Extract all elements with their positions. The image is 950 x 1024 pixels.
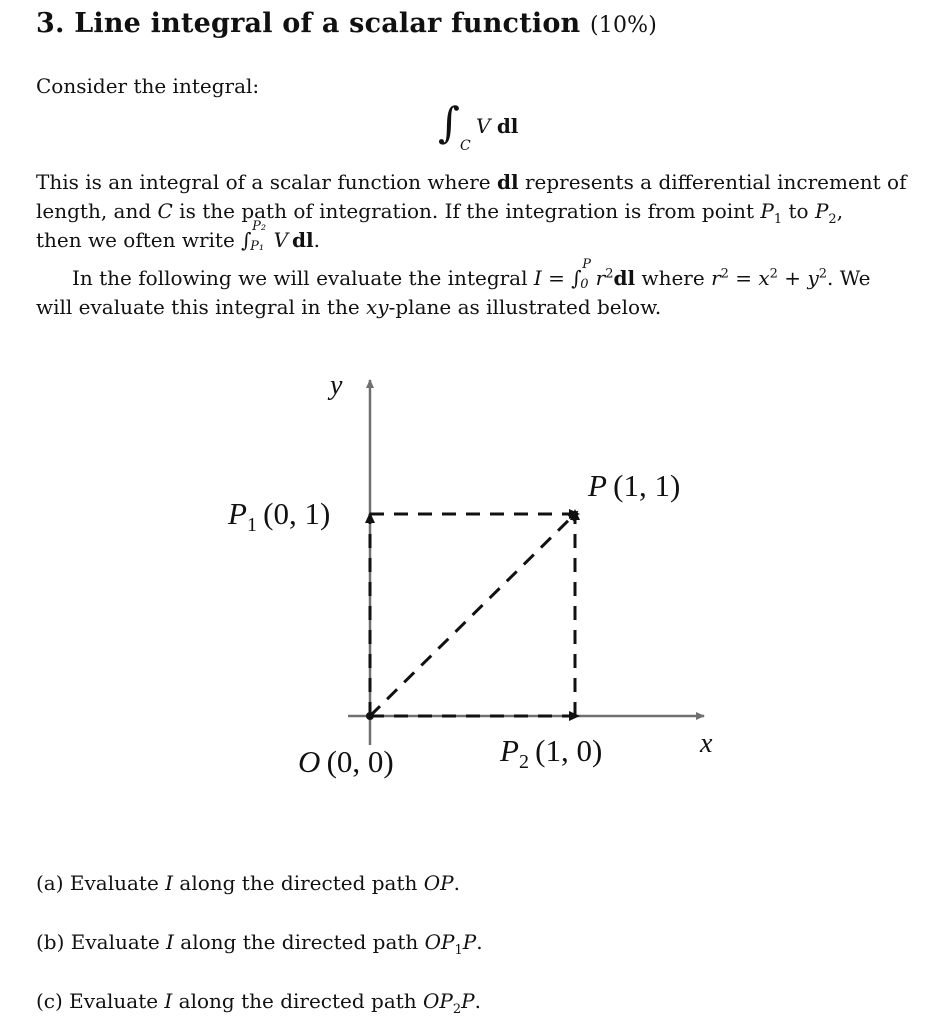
x-axis-label: x (700, 728, 713, 759)
problem-title: Line integral of a scalar function (74, 8, 581, 39)
problem-number: 3. (36, 8, 65, 39)
question-b: (b) Evaluate I along the directed path $OP_1P$. (36, 930, 483, 958)
integral-sign: ∫ (438, 98, 460, 147)
paragraph1-line3: then we often write ∫ P₂ P₁ V dl. (36, 219, 320, 254)
question-a: (a) Evaluate I along the directed path OP. (36, 871, 460, 895)
origin-point (366, 712, 374, 720)
integral-subscript: C (460, 138, 471, 154)
paragraph2-line2: will evaluate this integral in the xy-plane as illustrated below. (36, 295, 662, 319)
question-c: (c) Evaluate I along the directed path $OP_2P$. (36, 989, 481, 1017)
paragraph2-line1: In the following we will evaluate the integral I = ∫ P 0 $r^2dl$ where $r^2 = x^2 + y^2$. We (72, 257, 871, 292)
paragraph1-line2: length, and C is the path of integration. If the integration is from point $P_1$ to $P_2$, (36, 199, 844, 227)
point-P2-label: $P_2$ (1, 0) (500, 733, 603, 774)
paragraph1-line1: This is an integral of a scalar function where dl represents a differential increment of (36, 170, 907, 194)
point-P1-label: $P_1$ (0, 1) (228, 496, 331, 537)
point-O-label: O (0, 0) (298, 744, 394, 779)
point-P-label: P (1, 1) (588, 468, 681, 503)
problem-weight: (10%) (589, 13, 658, 38)
y-axis-label: y (330, 370, 343, 401)
path-O-P (370, 512, 577, 716)
integral-body: V dl (476, 114, 519, 138)
intro-text: Consider the integral: (36, 74, 260, 98)
